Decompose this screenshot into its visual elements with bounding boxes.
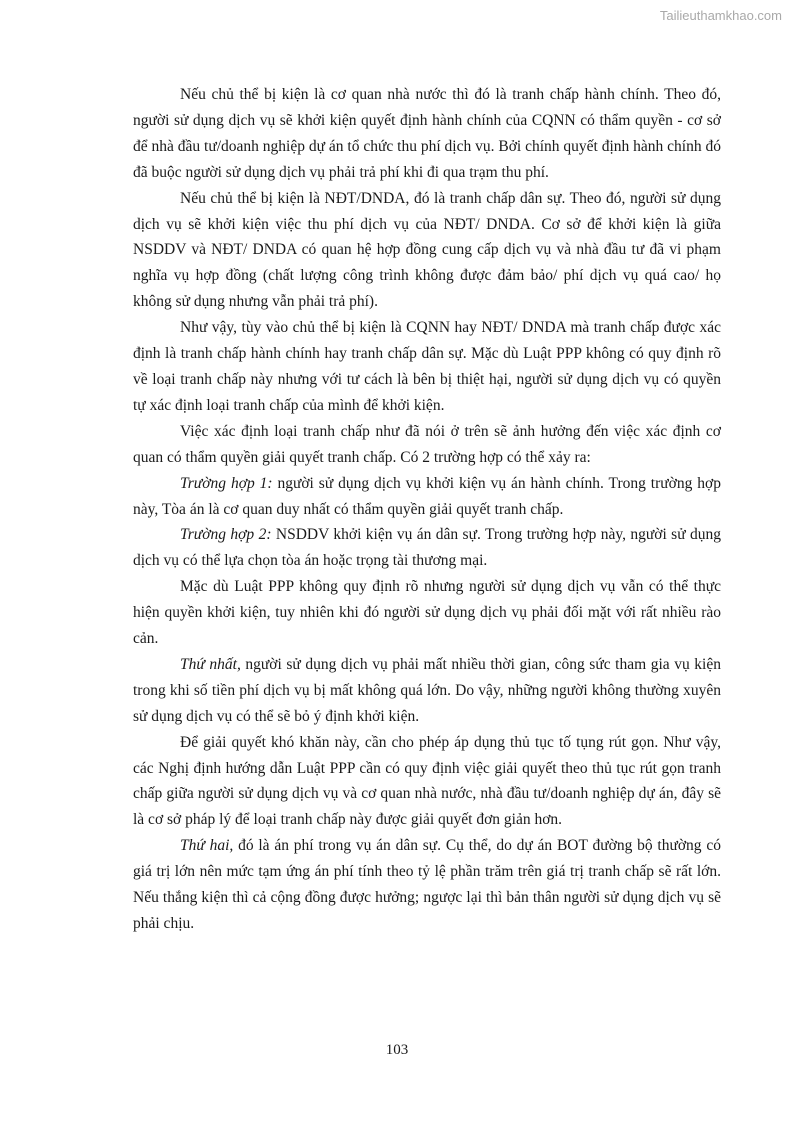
paragraph-lead: Thứ hai,	[180, 837, 234, 855]
paragraph	[133, 186, 721, 316]
document-body	[133, 82, 721, 937]
paragraph	[133, 574, 721, 652]
paragraph-text: NSDDV khởi kiện vụ án dân sự. Trong trường hợp này, người sử dụng dịch vụ có thể lựa chọn tòa án hoặc trọng tài thương mại.	[133, 526, 721, 570]
paragraph	[133, 315, 721, 419]
paragraph	[133, 730, 721, 834]
watermark: Tailieuthamkhao.com	[659, 8, 782, 23]
paragraph	[133, 82, 721, 186]
paragraph-text: người sử dụng dịch vụ phải mất nhiều thời gian, công sức tham gia vụ kiện trong khi số tiền phí dịch vụ bị mất không quá lớn. Do vậy, những người không thường xuyên sử dụng dịch vụ có thể sẽ bỏ ý định khởi kiện.	[133, 655, 721, 725]
paragraph-text: Mặc dù Luật PPP không quy định rõ nhưng người sử dụng dịch vụ vẫn có thể thực hiện quyền khởi kiện, tuy nhiên khi đó người sử dụng dịch vụ phải đối mặt với rất nhiều rào cản.	[133, 578, 721, 648]
paragraph	[133, 419, 721, 471]
paragraph	[133, 833, 721, 937]
paragraph-text: Như vậy, tùy vào chủ thể bị kiện là CQNN hay NĐT/ DNDA mà tranh chấp được xác định là tranh chấp hành chính hay tranh chấp dân sự. Mặc dù Luật PPP không có quy định rõ về loại tranh chấp này nhưng với tư cách là bên bị thiệt hại, người sử dụng dịch vụ có quyền tự xác định loại tranh chấp của mình để khởi kiện.	[133, 319, 721, 414]
paragraph-text: Nếu chủ thể bị kiện là NĐT/DNDA, đó là tranh chấp dân sự. Theo đó, người sử dụng dịch vụ sẽ khởi kiện việc thu phí dịch vụ của NĐT/ DNDA. Cơ sở để khởi kiện là giữa NSDDV và NĐT/ DNDA có quan hệ hợp đồng cung cấp dịch vụ và nhà đầu tư đã vi phạm nghĩa vụ hợp đồng (chất lượng công trình không được đảm bảo/ phí dịch vụ quá cao/ họ không sử dụng nhưng vẫn phải trả phí).	[133, 189, 721, 311]
paragraph-lead: Trường hợp 2:	[180, 526, 272, 544]
paragraph	[133, 522, 721, 574]
paragraph-lead: Trường hợp 1:	[180, 474, 273, 492]
paragraph-text: đó là án phí trong vụ án dân sự. Cụ thể, do dự án BOT đường bộ thường có giá trị lớn nên mức tạm ứng án phí tính theo tỷ lệ phần trăm trên giá trị tranh chấp sẽ rất lớn. Nếu thắng kiện thì cả cộng đồng được hưởng; ngược lại thì bản thân người sử dụng dịch vụ sẽ phải chịu.	[133, 837, 721, 932]
paragraph-lead: Thứ nhất,	[180, 655, 241, 673]
paragraph-text: người sử dụng dịch vụ khởi kiện vụ án hành chính. Trong trường hợp này, Tòa án là cơ quan duy nhất có thẩm quyền giải quyết tranh chấp.	[133, 474, 721, 518]
paragraph-text: Việc xác định loại tranh chấp như đã nói ở trên sẽ ảnh hưởng đến việc xác định cơ quan có thẩm quyền giải quyết tranh chấp. Có 2 trường hợp có thể xảy ra:	[133, 422, 721, 466]
paragraph	[133, 652, 721, 730]
paragraph-text: Nếu chủ thể bị kiện là cơ quan nhà nước thì đó là tranh chấp hành chính. Theo đó, người sử dụng dịch vụ sẽ khởi kiện quyết định hành chính của CQNN có thẩm quyền - cơ sở để nhà đầu tư/doanh nghiệp dự án tổ chức thu phí dịch vụ. Bởi chính quyết định hành chính đó đã buộc người sử dụng dịch vụ phải trả phí khi đi qua trạm thu phí.	[133, 86, 721, 181]
page-number: 103	[385, 1042, 409, 1058]
paragraph-text: Để giải quyết khó khăn này, cần cho phép áp dụng thủ tục tố tụng rút gọn. Như vậy, các Nghị định hướng dẫn Luật PPP cần có quy định việc giải quyết theo thủ tục rút gọn tranh chấp giữa người sử dụng dịch vụ và cơ quan nhà nước, nhà đầu tư/doanh nghiệp dự án, đây sẽ là cơ sở pháp lý để loại tranh chấp này được giải quyết đơn giản hơn.	[133, 733, 721, 829]
paragraph	[133, 471, 721, 523]
